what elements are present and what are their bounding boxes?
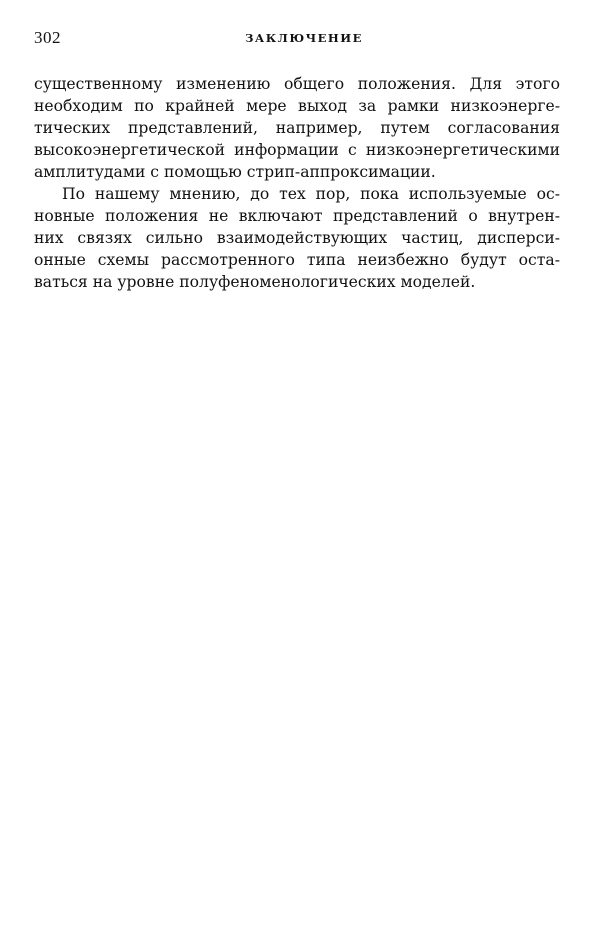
text-line: необходим по крайней мере выход за рамки низкоэнерге- xyxy=(34,97,560,115)
text-line: существенному изменению общего положения. Для этого xyxy=(34,75,560,93)
text-line: тических представлений, например, путем согласования xyxy=(34,119,560,137)
paragraph xyxy=(34,73,560,183)
text-line: высокоэнергетической информации с низкоэнергетическими xyxy=(34,141,560,159)
body-text xyxy=(34,73,560,293)
text-line: ваться на уровне полуфеноменологических моделей. xyxy=(34,273,476,291)
running-title: ЗАКЛЮЧЕНИЕ xyxy=(245,31,363,45)
text-line: новные положения не включают представлений о внутрен- xyxy=(34,207,560,225)
running-head xyxy=(34,27,574,51)
text-line: По нашему мнению, до тех пор, пока используемые ос- xyxy=(62,185,560,203)
paragraph xyxy=(34,183,560,293)
page-number: 302 xyxy=(34,28,61,47)
text-line: онные схемы рассмотренного типа неизбежно будут оста- xyxy=(34,251,560,269)
text-line: амплитудами с помощью стрип-аппроксимации. xyxy=(34,163,436,181)
text-line: них связях сильно взаимодействующих частиц, дисперси- xyxy=(34,229,560,247)
